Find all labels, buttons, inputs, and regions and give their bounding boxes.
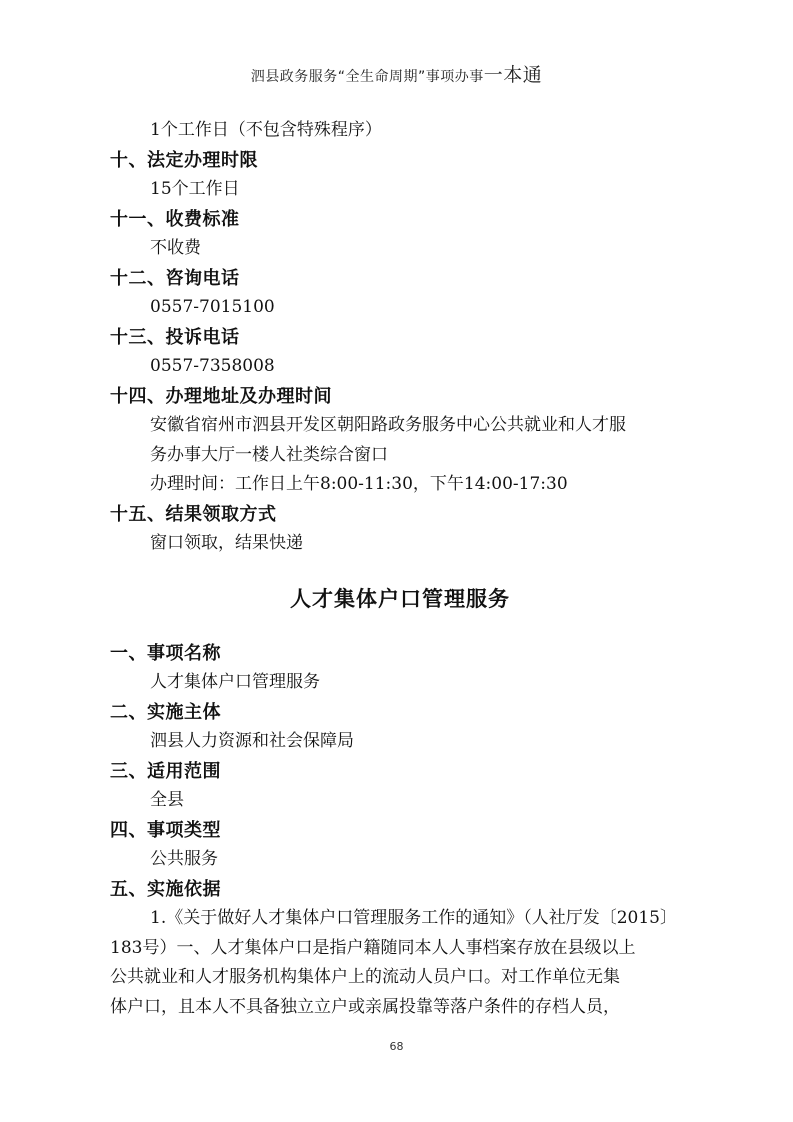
section-line: 泗县人力资源和社会保障局 xyxy=(150,731,354,751)
section-line: 公共服务 xyxy=(150,849,218,869)
basis-line: 公共就业和人才服务机构集体户上的流动人员户口。对工作单位无集 xyxy=(110,967,620,987)
section-heading: 十二、咨询电话 xyxy=(110,267,240,289)
section-heading: 一、事项名称 xyxy=(110,642,221,664)
section-line: 全县 xyxy=(150,790,184,810)
section-heading: 十四、办理地址及办理时间 xyxy=(110,385,332,407)
section-line: 15个工作日 xyxy=(150,179,240,199)
service-section-items xyxy=(110,639,690,905)
basis-line: 1.《关于做好人才集体户口管理服务工作的通知》（人社厅发〔2015〕 xyxy=(150,908,677,928)
section-line: 人才集体户口管理服务 xyxy=(150,672,320,692)
page-number: 68 xyxy=(389,1040,404,1053)
section-line: 办理时间：工作日上午8:00-11:30，下午14:00-17:30 xyxy=(150,474,568,494)
section-line: 不收费 xyxy=(150,238,201,258)
basis-line: 体户口，且本人不具备独立立户或亲属投靠等落户条件的存档人员， xyxy=(110,996,620,1017)
section-line: 安徽省宿州市泗县开发区朝阳路政务服务中心公共就业和人才服 xyxy=(150,415,626,435)
section-line: 0557-7358008 xyxy=(150,356,275,376)
header-text: 泗县政务服务“全生命周期”事项办事 xyxy=(250,69,484,85)
section-heading: 三、适用范围 xyxy=(110,760,221,782)
section-heading: 十三、投诉电话 xyxy=(110,326,240,348)
continuation-line: 1个工作日（不包含特殊程序） xyxy=(150,120,382,140)
basis-line: 183号）一、人才集体户口是指户籍随同本人人事档案存放在县级以上 xyxy=(110,937,636,958)
page-content xyxy=(110,116,690,1022)
section-line: 务办事大厅一楼人社类综合窗口 xyxy=(150,444,388,465)
section-heading: 五、实施依据 xyxy=(110,878,221,900)
basis-paragraph xyxy=(110,904,690,1022)
section-heading: 二、实施主体 xyxy=(110,701,221,723)
section-heading: 四、事项类型 xyxy=(110,819,221,841)
service-title: 人才集体户口管理服务 xyxy=(290,586,510,611)
header-brand: 一本通 xyxy=(483,64,543,86)
page-header xyxy=(0,60,793,87)
top-section-items xyxy=(110,146,690,559)
section-line: 0557-7015100 xyxy=(150,297,275,317)
section-heading: 十一、收费标准 xyxy=(110,208,240,230)
section-line: 窗口领取，结果快递 xyxy=(150,533,303,553)
section-heading: 十、法定办理时限 xyxy=(110,149,258,171)
section-heading: 十五、结果领取方式 xyxy=(110,503,277,525)
